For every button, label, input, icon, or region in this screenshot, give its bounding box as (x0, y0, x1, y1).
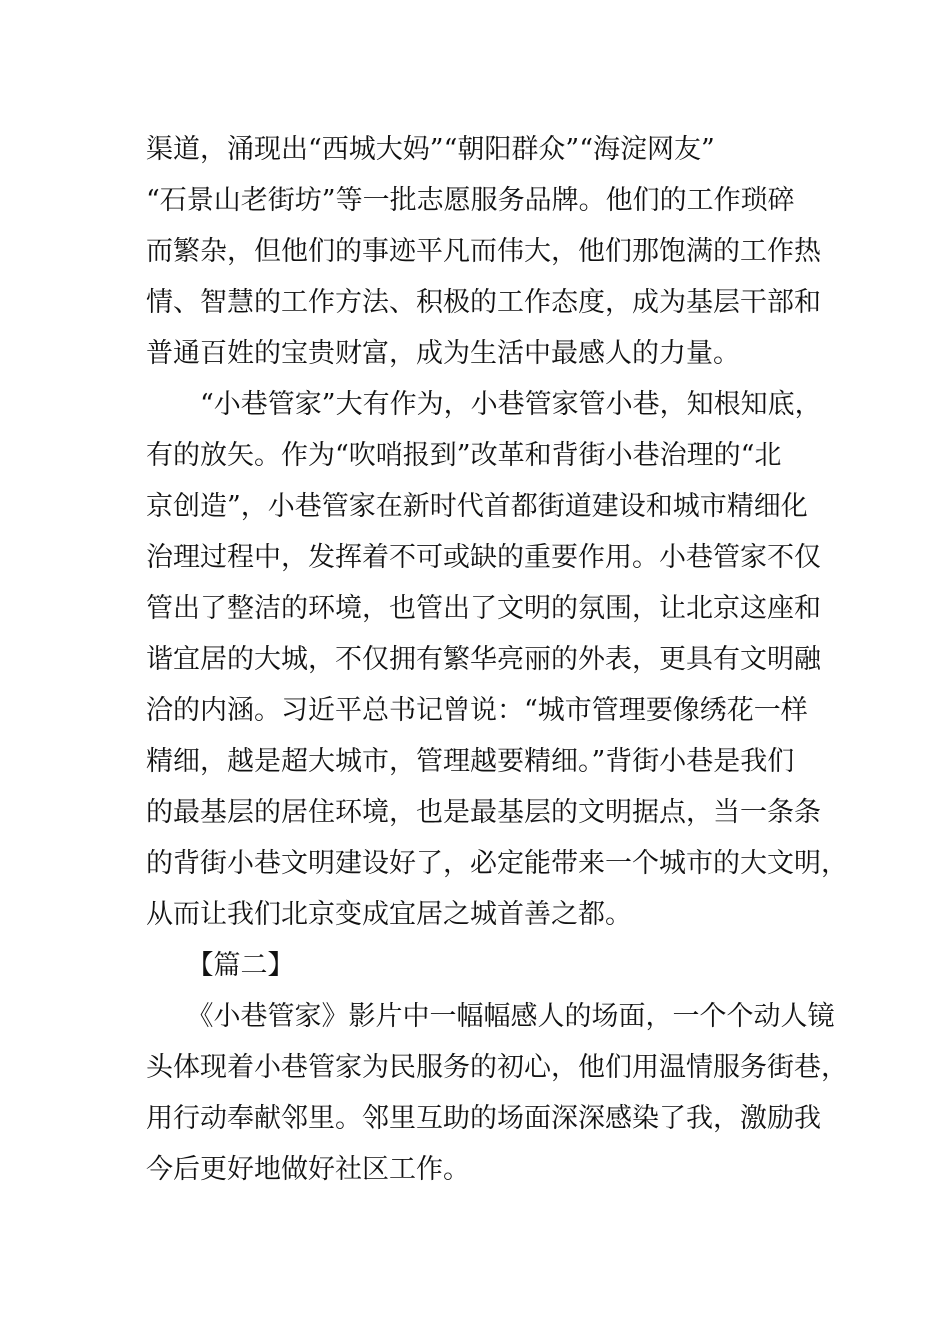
document-body (146, 124, 848, 1195)
text-line: 管出了整洁的环境，也管出了文明的氛围，让北京这座和 (146, 593, 821, 624)
text-line: 精细，越是超大城市，管理越要精细。”背街小巷是我们 (146, 746, 795, 777)
section-heading: 【篇二】 (146, 950, 295, 981)
text-line: 谐宜居的大城，不仅拥有繁华亮丽的外表，更具有文明融 (146, 644, 821, 675)
text-line: 的最基层的居住环境，也是最基层的文明据点，当一条条 (146, 797, 821, 828)
text-line: 《小巷管家》影片中一幅幅感人的场面，一个个动人镜 (146, 1001, 835, 1032)
paragraph-xiaoxiang-guanjia (146, 379, 848, 940)
text-line: “小巷管家”大有作为，小巷管家管小巷，知根知底， (146, 389, 822, 420)
text-line: 京创造”，小巷管家在新时代首都街道建设和城市精细化 (146, 491, 808, 522)
text-line: 普通百姓的宝贵财富，成为生活中最感人的力量。 (146, 338, 740, 369)
text-line: 今后更好地做好社区工作。 (146, 1154, 470, 1185)
text-line: “石景山老街坊”等一批志愿服务品牌。他们的工作琐碎 (146, 185, 795, 216)
text-line: 的背街小巷文明建设好了，必定能带来一个城市的大文明， (146, 848, 848, 879)
text-line: 渠道，涌现出“西城大妈”“朝阳群众”“海淀网友” (146, 134, 715, 165)
text-line: 有的放矢。作为“吹哨报到”改革和背街小巷治理的“北 (146, 440, 782, 471)
text-line: 从而让我们北京变成宜居之城首善之都。 (146, 899, 632, 930)
text-line: 治理过程中，发挥着不可或缺的重要作用。小巷管家不仅 (146, 542, 821, 573)
paragraph-movie-reflection (146, 991, 848, 1195)
text-line: 而繁杂，但他们的事迹平凡而伟大，他们那饱满的工作热 (146, 236, 821, 267)
paragraph-continued (146, 124, 821, 379)
text-line: 用行动奉献邻里。邻里互助的场面深深感染了我，激励我 (146, 1103, 821, 1134)
text-line: 洽的内涵。习近平总书记曾说：“城市管理要像绣花一样 (146, 695, 808, 726)
text-line: 头体现着小巷管家为民服务的初心，他们用温情服务街巷， (146, 1052, 848, 1083)
text-line: 情、智慧的工作方法、积极的工作态度，成为基层干部和 (146, 287, 821, 318)
